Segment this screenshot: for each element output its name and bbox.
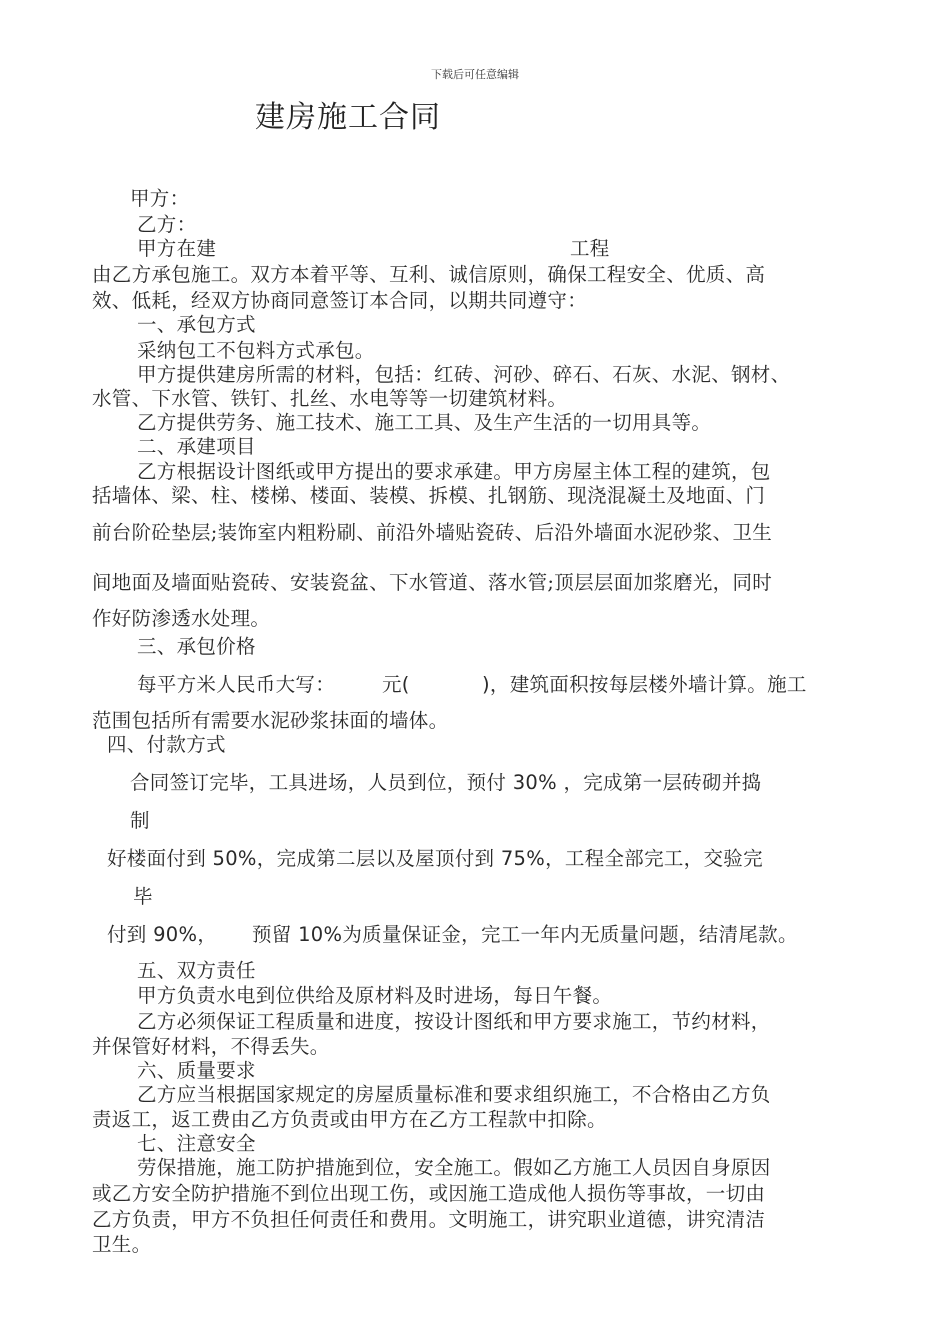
paragraph-line: 水管、下水管、铁钉、扎丝、水电等等一切建筑材料。	[92, 387, 568, 410]
payment-line: 合同签订完毕，工具进场，人员到位，预付 30% ，完成第一层砖砌并捣	[130, 771, 762, 794]
payment-line: 好楼面付到 50%，完成第二层以及屋顶付到 75%，工程全部完工，交验完	[107, 847, 763, 870]
intro-line-project: 工程	[570, 237, 610, 260]
party-b-label: 乙方：	[137, 213, 197, 236]
section-heading: 一、承包方式	[137, 313, 256, 336]
document-title: 建房施工合同	[255, 100, 441, 135]
paragraph-line: 或乙方安全防护措施不到位出现工伤，或因施工造成他人损伤等事故，一切由	[92, 1182, 766, 1205]
section-heading: 三、承包价格	[137, 635, 256, 658]
intro-text: 由乙方承包施工。双方本着平等、互利、诚信原则，确保工程安全、优质、高	[92, 263, 766, 286]
section-heading: 五、双方责任	[137, 959, 256, 982]
intro-text: 效、低耗，经双方协商同意签订本合同，以期共同遵守：	[92, 289, 588, 312]
paragraph-line: 乙方必须保证工程质量和进度，按设计图纸和甲方要求施工，节约材料，	[137, 1010, 771, 1033]
paragraph-line: 间地面及墙面贴瓷砖、安装瓷盆、下水管道、落水管;顶层层面加浆磨光，同时	[92, 571, 773, 594]
payment-line: 预留 10%为质量保证金，完工一年内无质量问题，结清尾款。	[252, 923, 798, 946]
paragraph-line: 责返工，返工费由乙方负责或由甲方在乙方工程款中扣除。	[92, 1108, 607, 1131]
paragraph-line: 乙方提供劳务、施工技术、施工工具、及生产生活的一切用具等。	[137, 411, 712, 434]
price-label: 每平方米人民币大写：	[137, 673, 336, 696]
paragraph-line: 并保管好材料，不得丢失。	[92, 1035, 330, 1058]
paragraph-line: 甲方负责水电到位供给及原材料及时进场，每日午餐。	[137, 984, 613, 1007]
payment-line: 付到 90%，	[107, 923, 218, 946]
payment-line: 毕	[133, 885, 153, 908]
paragraph-line: 括墙体、梁、柱、楼梯、楼面、装模、拆模、扎钢筋、现浇混凝土及地面、门	[92, 484, 766, 507]
price-text: )，建筑面积按每层楼外墙计算。施工	[482, 673, 807, 696]
paragraph-line: 乙方根据设计图纸或甲方提出的要求承建。甲方房屋主体工程的建筑，包	[137, 460, 771, 483]
paragraph-line: 采纳包工不包料方式承包。	[137, 339, 375, 362]
intro-line-start: 甲方在建	[137, 237, 217, 260]
page-header-note: 下载后可任意编辑	[431, 68, 519, 81]
paragraph-line: 前台阶砼垫层;装饰室内粗粉刷、前沿外墙贴瓷砖、后沿外墙面水泥砂浆、卫生	[92, 521, 773, 544]
section-heading: 四、付款方式	[107, 733, 226, 756]
payment-line: 制	[130, 809, 150, 832]
paragraph-line: 乙方应当根据国家规定的房屋质量标准和要求组织施工，不合格由乙方负	[137, 1083, 771, 1106]
paragraph-line: 劳保措施，施工防护措施到位，安全施工。假如乙方施工人员因自身原因	[137, 1156, 771, 1179]
section-heading: 七、注意安全	[137, 1132, 256, 1155]
price-unit: 元(	[382, 673, 410, 696]
party-a-label: 甲方：	[130, 187, 190, 210]
paragraph-line: 卫生。	[92, 1233, 152, 1256]
paragraph-line: 甲方提供建房所需的材料，包括：红砖、河砂、碎石、石灰、水泥、钢材、	[137, 363, 791, 386]
section-heading: 六、质量要求	[137, 1059, 256, 1082]
paragraph-line: 乙方负责，甲方不负担任何责任和费用。文明施工，讲究职业道德，讲究清洁	[92, 1208, 766, 1231]
paragraph-line: 范围包括所有需要水泥砂浆抹面的墙体。	[92, 709, 449, 732]
section-heading: 二、承建项目	[137, 435, 256, 458]
paragraph-line: 作好防渗透水处理。	[92, 607, 271, 630]
